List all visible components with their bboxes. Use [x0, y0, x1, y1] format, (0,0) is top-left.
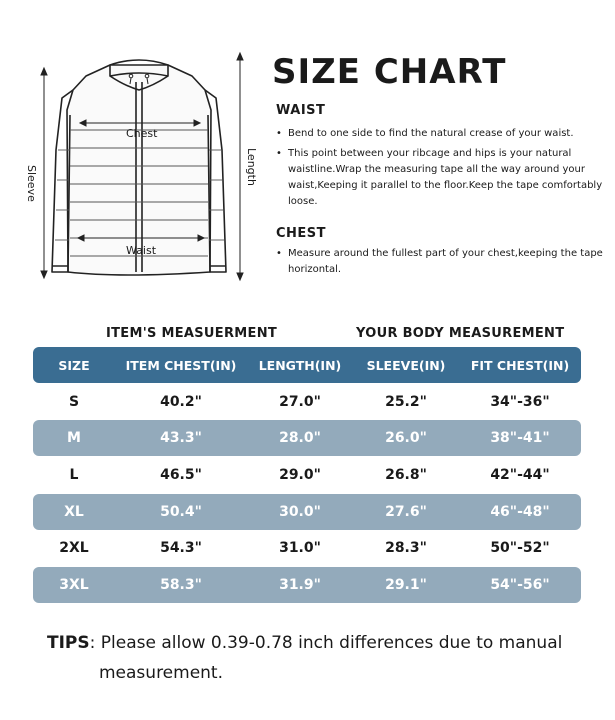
table-cell: 30.0"	[279, 503, 321, 520]
table-row	[33, 567, 581, 603]
table-header-row	[33, 347, 581, 383]
table-cell: 46.5"	[160, 467, 202, 484]
waist-bullet: • This point between your ribcage and hips is your natural waistline.Wrap the measuring tape all the way around your waist,Keeping it parallel to the floor.Keep the tape comfortably loose.	[276, 146, 606, 210]
waist-heading: WAIST	[276, 103, 326, 118]
header-cell: SLEEVE(IN)	[366, 357, 446, 373]
waist-instructions	[276, 126, 606, 214]
table-cell: 40.2"	[160, 393, 202, 410]
table-cell: 3XL	[59, 577, 89, 594]
table-cell: 46"-48"	[490, 503, 550, 520]
table-row	[33, 457, 581, 493]
table-cell: S	[68, 393, 80, 410]
body-measurement-heading: YOUR BODY MEASUREMENT	[356, 326, 565, 341]
header-cell: SIZE	[58, 357, 90, 373]
table-cell: 50.4"	[160, 503, 202, 520]
jacket-outline	[52, 60, 226, 275]
waist-bullet: • Bend to one side to find the natural crease of your waist.	[276, 126, 606, 142]
table-cell: 38"-41"	[490, 430, 550, 447]
table-cell: 31.0"	[279, 540, 321, 557]
chest-bullet: • Measure around the fullest part of your chest,keeping the tape horizontal.	[276, 246, 606, 278]
tips-note	[47, 628, 587, 688]
header-cell: ITEM CHEST(IN)	[125, 357, 237, 373]
table-cell: 54.3"	[160, 540, 202, 557]
table-cell: 31.9"	[279, 577, 321, 594]
table-row	[33, 530, 581, 566]
table-cell: 28.0"	[279, 430, 321, 447]
chest-instructions	[276, 246, 606, 282]
length-label: Length	[245, 148, 258, 186]
table-cell: XL	[64, 503, 84, 520]
table-cell: L	[69, 467, 79, 484]
table-cell: 50"-52"	[490, 540, 550, 557]
table-cell: 26.8"	[385, 467, 427, 484]
table-cell: 2XL	[59, 540, 89, 557]
size-table	[33, 347, 581, 604]
header-cell: FIT CHEST(IN)	[470, 357, 570, 373]
table-cell: 29.0"	[279, 467, 321, 484]
table-row	[33, 384, 581, 420]
header-cell: LENGTH(IN)	[258, 357, 342, 373]
table-row	[33, 420, 581, 456]
table-cell: 54"-56"	[490, 577, 550, 594]
jacket-measurement-diagram	[0, 40, 270, 290]
chest-label: Chest	[126, 127, 158, 140]
table-cell: 42"-44"	[490, 467, 550, 484]
sleeve-label: Sleeve	[25, 165, 38, 202]
table-cell: 26.0"	[385, 430, 427, 447]
table-cell: 58.3"	[160, 577, 202, 594]
table-cell: 34"-36"	[490, 393, 550, 410]
sleeve-arrow	[41, 68, 47, 278]
page-title: SIZE CHART	[272, 52, 507, 92]
table-cell: 43.3"	[160, 430, 202, 447]
table-cell: 28.3"	[385, 540, 427, 557]
table-cell: 29.1"	[385, 577, 427, 594]
table-cell: 27.6"	[385, 503, 427, 520]
waist-label: Waist	[126, 244, 157, 257]
tips-text-line1: : Please allow 0.39-0.78 inch differences due to manual	[89, 633, 563, 653]
table-cell: 25.2"	[385, 393, 427, 410]
item-measurement-heading: ITEM'S MEASUERMENT	[106, 326, 278, 341]
length-arrow	[237, 53, 243, 280]
table-cell: M	[67, 430, 81, 447]
table-cell: 27.0"	[279, 393, 321, 410]
tips-text-line2: measurement.	[99, 663, 224, 683]
tips-label: TIPS	[47, 633, 90, 653]
chest-heading: CHEST	[276, 226, 327, 241]
table-row	[33, 494, 581, 530]
